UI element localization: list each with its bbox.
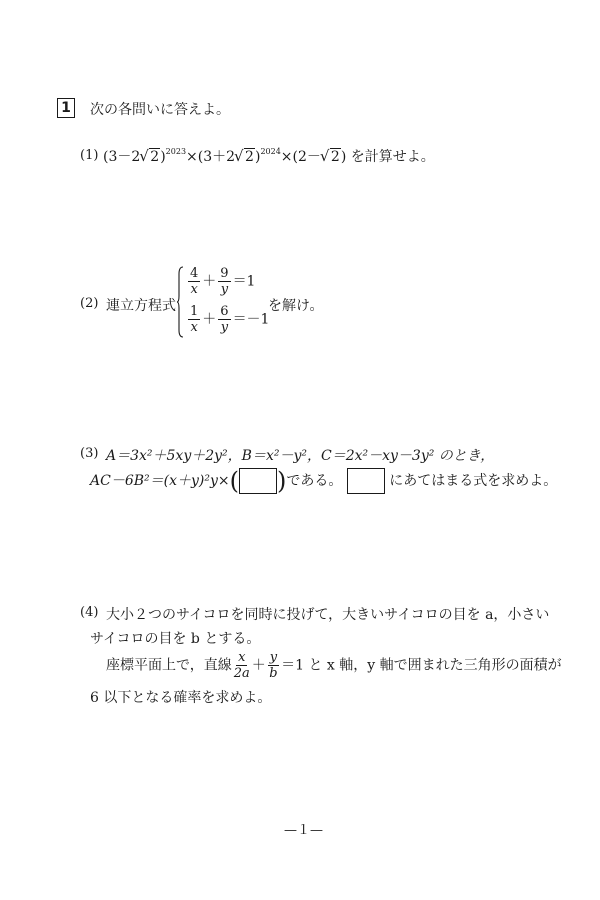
fraction	[188, 304, 200, 335]
q3-label: (3)	[80, 446, 99, 461]
question-number-box: 1	[57, 98, 75, 118]
q1-expression: (3－2√ 2)$^{2023}$×(3＋2√ 2)$^{2024}$×(2－√ 2) を計算せよ。	[103, 146, 435, 166]
q2-equation-2	[186, 304, 269, 335]
q4-line-2: サイコロの目を b とする。	[90, 631, 261, 647]
numerator: y	[269, 650, 278, 665]
q3-line2-tail: にあてはまる式を求めよ。	[389, 473, 558, 489]
q1-radicand-2: 2	[245, 149, 254, 165]
denominator: y	[220, 320, 229, 335]
q1-mid-2: ×(2－	[280, 149, 321, 165]
rhs: ＝－1	[232, 311, 270, 328]
q3-line2-mid: である。	[286, 473, 343, 489]
open-paren: (	[229, 467, 239, 495]
plus-sign: ＋	[202, 273, 217, 290]
fraction	[188, 266, 200, 297]
fraction	[234, 650, 250, 681]
denominator: b	[269, 666, 278, 681]
q1-exponent-2: 2024	[260, 147, 281, 156]
fraction	[218, 304, 230, 335]
q4-line-3	[106, 650, 562, 681]
numerator: 1	[190, 304, 199, 319]
q4-line-1: 大小２つのサイコロを同時に投げて，大きいサイコロの目を a，小さい	[106, 607, 550, 623]
answer-box	[347, 468, 385, 494]
instruction-text: 次の各問いに答えよ。	[90, 102, 230, 118]
close-paren: )	[277, 467, 287, 495]
q2-equation-1	[186, 266, 255, 297]
q1-exponent-1: 2023	[165, 147, 187, 156]
numerator: 9	[220, 266, 229, 281]
left-brace	[177, 266, 183, 338]
denominator: x	[190, 320, 198, 335]
sqrt-symbol	[321, 149, 341, 165]
denominator: y	[220, 282, 229, 297]
q1-lead: (3－2	[103, 149, 141, 165]
q3-line2-lead: AC－6B²＝(x＋y)²y×	[90, 473, 230, 489]
plus-sign: ＋	[251, 657, 266, 674]
page-number: —１—	[284, 823, 324, 838]
q1-radicand-3: 2	[330, 149, 340, 165]
q4-label: (4)	[80, 605, 99, 620]
fraction	[218, 266, 230, 297]
numerator: x	[238, 650, 246, 665]
q1-label: (1)	[80, 148, 99, 163]
numerator: 4	[190, 266, 199, 281]
q4-line-4: 6 以下となる確率を求めよ。	[90, 690, 272, 706]
sqrt-symbol	[235, 149, 255, 165]
q2-label: (2)	[80, 296, 99, 311]
denominator: x	[190, 282, 198, 297]
sqrt-symbol	[140, 149, 160, 165]
q4-line3-tail: ＝1 と x 軸，y 軸で囲まれた三角形の面積が	[281, 657, 562, 674]
denominator: 2a	[233, 666, 250, 681]
numerator: 6	[220, 304, 229, 319]
q1-radicand-1: 2	[150, 149, 160, 165]
q1-mid-1: ×(3＋2	[186, 149, 236, 165]
q1-tail: を計算せよ。	[346, 149, 435, 165]
q4-line3-lead: 座標平面上で，直線	[106, 657, 232, 674]
q3-line-2	[90, 468, 557, 494]
q1-close: )	[340, 149, 347, 165]
plus-sign: ＋	[202, 311, 217, 328]
fraction	[268, 650, 279, 681]
rhs: ＝1	[232, 273, 256, 290]
q2-tail: を解け。	[268, 298, 324, 314]
answer-box	[239, 468, 277, 494]
q2-lead: 連立方程式	[106, 298, 176, 314]
q3-line-1: A＝3x²＋5xy＋2y²，B＝x²－y²，C＝2x²－xy－3y² のとき，	[106, 448, 495, 464]
